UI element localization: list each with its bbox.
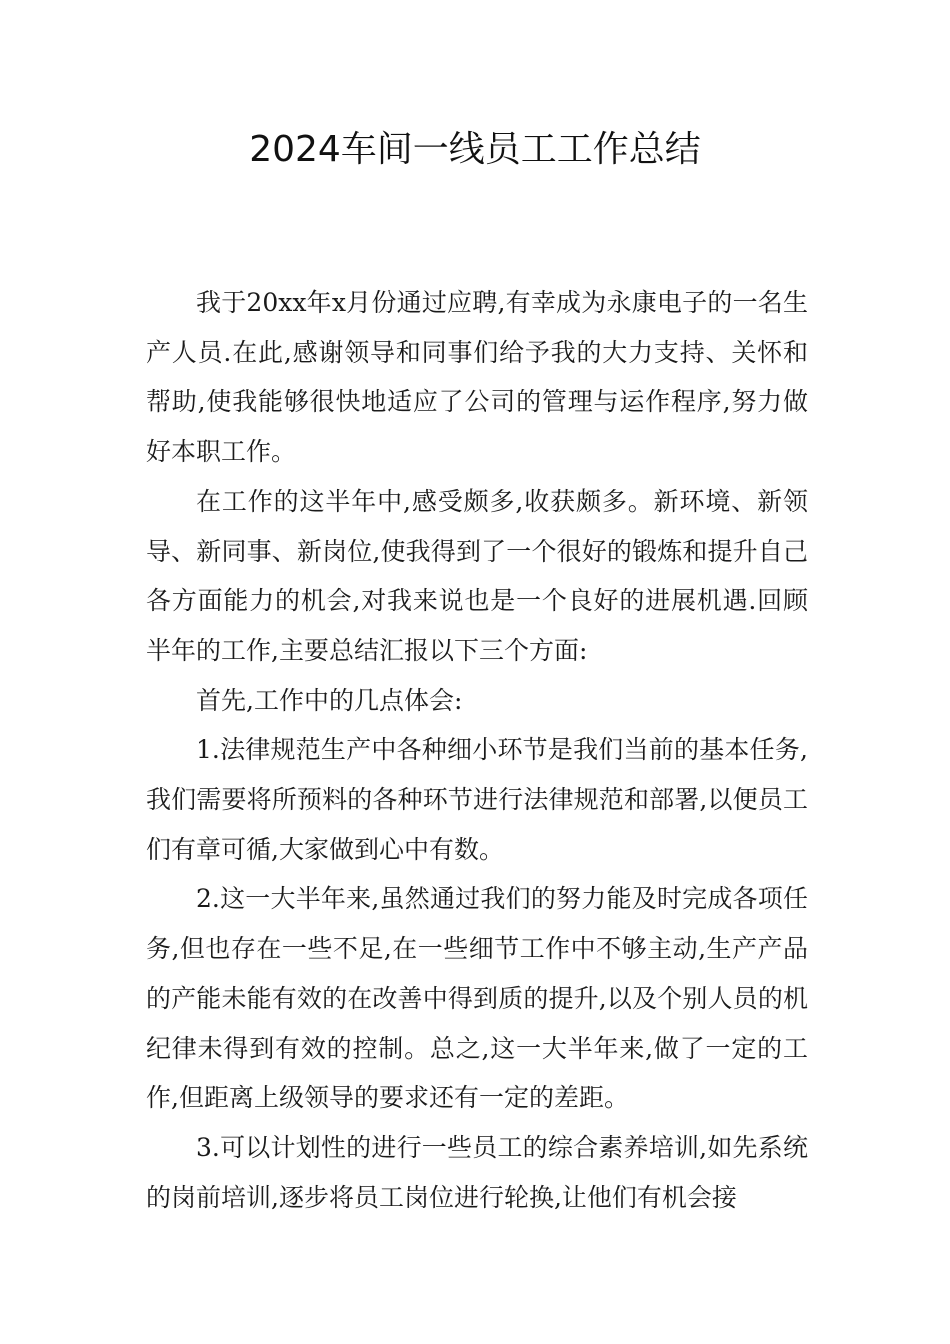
paragraph-6: 3.可以计划性的进行一些员工的综合素养培训,如先系统的岗前培训,逐步将员工岗位进行轮换,让他们有机会接 [146,1132,808,1212]
paragraph-2: 在工作的这半年中,感受颇多,收获颇多。新环境、新领导、新同事、新岗位,使我得到了一个很好的锻炼和提升自己各方面能力的机会,对我来说也是一个良好的进展机遇.回顾半年的工作,主要总结汇报以下三个方面: [146,486,808,665]
document-body [146,278,808,1222]
paragraph-4: 1.法律规范生产中各种细小环节是我们当前的基本任务,我们需要将所预料的各种环节进行法律规范和部署,以便员工们有章可循,大家做到心中有数。 [146,735,808,864]
paragraph-1: 我于20xx年x月份通过应聘,有幸成为永康电子的一名生产人员.在此,感谢领导和同事们给予我的大力支持、关怀和帮助,使我能够很快地适应了公司的管理与运作程序,努力做好本职工作。 [146,288,808,467]
paragraph-5: 2.这一大半年来,虽然通过我们的努力能及时完成各项任务,但也存在一些不足,在一些细节工作中不够主动,生产产品的产能未能有效的在改善中得到质的提升,以及个别人员的机纪律未得到有效的控制。总之,这一大半年来,做了一定的工作,但距离上级领导的要求还有一定的差距。 [146,884,808,1113]
paragraph-3: 首先,工作中的几点体会: [196,685,463,715]
document-title: 2024车间一线员工工作总结 [249,129,701,170]
